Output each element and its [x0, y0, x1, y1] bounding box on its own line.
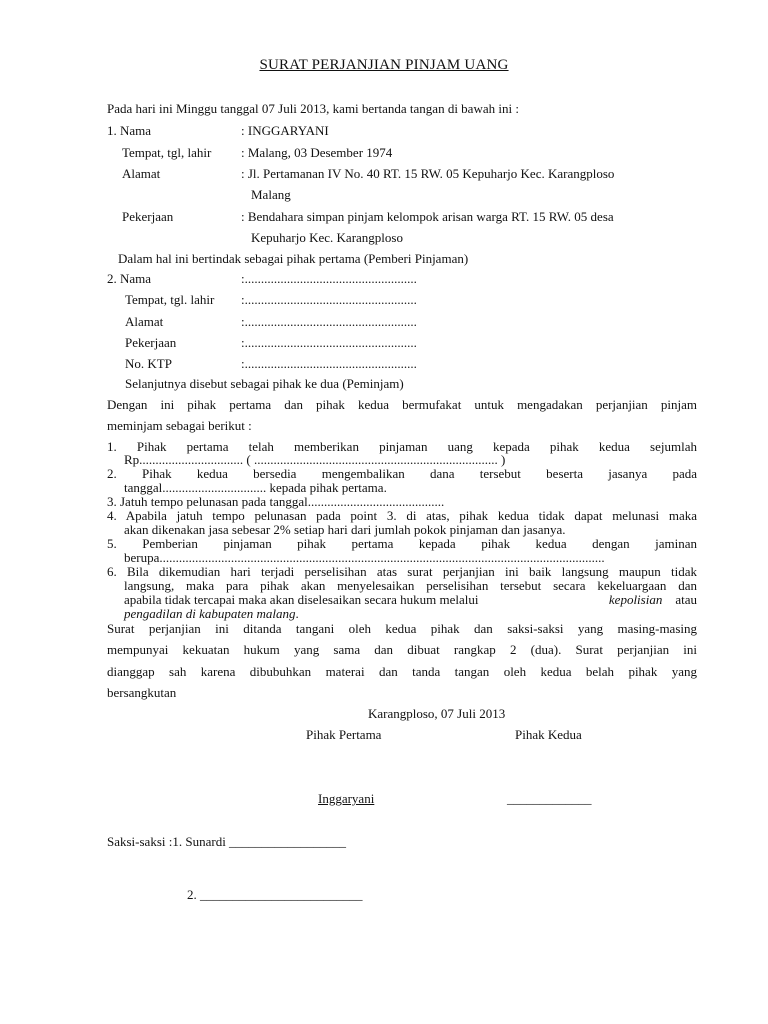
clause-2-line-2: tanggal................................ kepada pihak pertama.	[124, 480, 387, 495]
clause-6-line-3	[124, 592, 697, 607]
party2-alamat-label: Alamat	[125, 314, 164, 329]
clause-3: 3. Jatuh tempo pelunasan pada tanggal..........................................	[107, 494, 445, 509]
clause-2-line-1: 2. Pihak kedua bersedia mengembalikan dana tersebut beserta jasanya pada	[107, 466, 697, 481]
closing-line-1: Surat perjanjian ini ditanda tangani oleh kedua pihak dan saksi-saksi yang masing-masing	[107, 621, 697, 636]
clause-6-line-1: 6. Bila dikemudian hari terjadi perselisihan atas surat perjanjian ini baik langsung maupun tidak	[107, 564, 697, 579]
party1-role: Dalam hal ini bertindak sebagai pihak pertama (Pemberi Pinjaman)	[118, 251, 469, 266]
agreement-intro-line-1: Dengan ini pihak pertama dan pihak kedua bermufakat untuk mengadakan perjanjian pinjam	[107, 397, 697, 412]
clause-5-line-2: berupa.........................................................................................................................................	[124, 550, 605, 565]
party2-pekerjaan-blank: :.....................................................	[241, 335, 417, 350]
party1-ttl-value: : Malang, 03 Desember 1974	[241, 145, 393, 160]
intro-text: Pada hari ini Minggu tanggal 07 Juli 2013, kami bertanda tangan di bawah ini :	[107, 101, 519, 116]
closing-line-2: mempunyai kekuatan hukum yang sama dan dibuat rangkap 2 (dua). Surat perjanjian ini	[107, 642, 697, 657]
signature-first-name: Inggaryani	[318, 791, 375, 806]
party1-alamat-value-2: Malang	[251, 187, 291, 202]
signature-first-label: Pihak Pertama	[306, 727, 382, 742]
party1-ttl-label: Tempat, tgl, lahir	[122, 145, 212, 160]
clause-6-line-3-text: apabila tidak tercapai maka akan diselesaikan secara hukum melalui	[124, 592, 479, 607]
clause-6-line-4	[124, 606, 299, 621]
clause-5-line-1: 5. Pemberian pinjaman pihak pertama kepada pihak kedua dengan jaminan	[107, 536, 697, 551]
closing-line-4: bersangkutan	[107, 685, 177, 700]
agreement-intro-line-2: meminjam sebagai berikut :	[107, 418, 252, 433]
clause-4-line-1: 4. Apabila jatuh tempo pelunasan pada point 3. di atas, pihak kedua tidak dapat melunasi maka	[107, 508, 697, 523]
party2-ktp-label: No. KTP	[125, 356, 172, 371]
party1-pekerjaan-value-1: : Bendahara simpan pinjam kelompok arisan warga RT. 15 RW. 05 desa	[241, 209, 614, 224]
party2-nama-blank: :.....................................................	[241, 271, 417, 286]
party2-role: Selanjutnya disebut sebagai pihak ke dua (Peminjam)	[125, 376, 404, 391]
signature-second-blank: _____________	[507, 791, 592, 806]
party1-alamat-label: Alamat	[122, 166, 161, 181]
place-date: Karangploso, 07 Juli 2013	[368, 706, 506, 721]
party1-pekerjaan-value-2: Kepuharjo Kec. Karangploso	[251, 230, 403, 245]
party2-ktp-blank: :.....................................................	[241, 356, 417, 371]
party1-alamat-value-1: : Jl. Pertamanan IV No. 40 RT. 15 RW. 05 Kepuharjo Kec. Karangploso	[241, 166, 615, 181]
clause-6-kepolisian: kepolisian	[608, 592, 663, 607]
clause-4-line-2: akan dikenakan jasa sebesar 2% setiap hari dari jumlah pokok pinjaman dan jasanya.	[124, 522, 566, 537]
clause-6-line-2: langsung, maka para pihak akan menyelesaikan perselisihan tersebut secara kekeluargaan dan	[124, 578, 697, 593]
clause-1-line-2: Rp................................ ( ........................................................................... )	[124, 452, 506, 467]
party1-nama-label: 1. Nama	[107, 123, 152, 138]
clause-6-period: .	[295, 606, 299, 621]
clause-6-pengadilan: pengadilan di kabupaten malang	[124, 606, 296, 621]
clause-6-line-3-tail	[609, 592, 697, 607]
clause-6-atau: atau	[675, 592, 697, 607]
signature-second-label: Pihak Kedua	[515, 727, 582, 742]
witness-2: 2. _________________________	[187, 887, 363, 902]
clause-1-line-1: 1. Pihak pertama telah memberikan pinjaman uang kepada pihak kedua sejumlah	[107, 439, 697, 454]
party2-alamat-blank: :.....................................................	[241, 314, 417, 329]
party1-nama-value: : INGGARYANI	[241, 123, 329, 138]
party1-pekerjaan-label: Pekerjaan	[122, 209, 174, 224]
closing-line-3: dianggap sah karena dibubuhkan materai dan tanda tangan oleh kedua belah pihak yang	[107, 664, 697, 679]
party2-nama-label: 2. Nama	[107, 271, 152, 286]
document-title: SURAT PERJANJIAN PINJAM UANG	[259, 57, 509, 73]
party2-ttl-label: Tempat, tgl. lahir	[125, 292, 215, 307]
party2-pekerjaan-label: Pekerjaan	[125, 335, 177, 350]
party2-ttl-blank: :.....................................................	[241, 292, 417, 307]
witness-1: Saksi-saksi :1. Sunardi __________________	[107, 834, 347, 849]
